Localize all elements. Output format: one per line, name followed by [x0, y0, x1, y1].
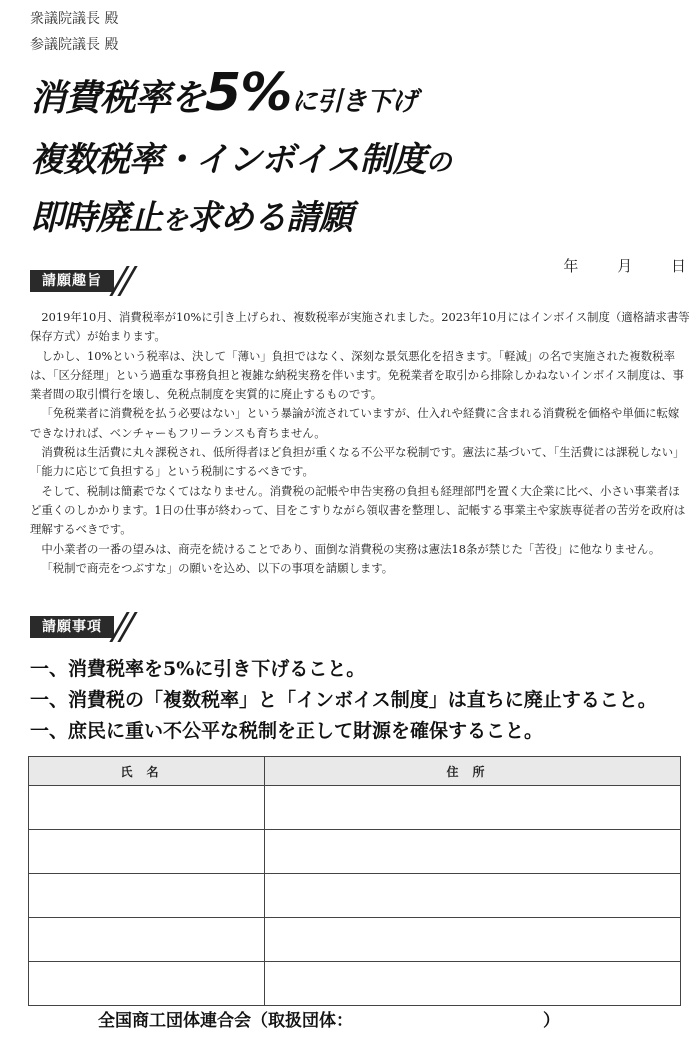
headline-line-2	[30, 132, 451, 181]
purpose-paragraph: 「税制で商売をつぶすな」の願いを込め、以下の事項を請願します。	[41, 560, 394, 575]
purpose-paragraph: 中小業者の一番の望みは、商売を続けることであり、面倒な消費税の実務は憲法18条が禁じた「苦役」に他なりません。	[41, 541, 661, 556]
purpose-paragraph: しかし、10%という税率は、決して「薄い」負担ではなく、深刻な景気悪化を招きます。「軽減」の名で実施された複数税率は、「区分経理」という過重な事務負担と複雑な納税実務を伴います。免税業者を取引から排除しかねないインボイス制度は、事業者間の取引慣行を壊し、免税点制度を実質的に廃止するものです。	[30, 348, 684, 402]
name-cell[interactable]	[29, 830, 265, 874]
name-cell[interactable]	[29, 786, 265, 830]
address-cell[interactable]	[265, 918, 681, 962]
addressee-lower-house: 衆議院議長 殿	[30, 11, 119, 27]
items-section-label: 請願事項	[30, 616, 114, 638]
table-row	[29, 874, 681, 918]
addressee-upper-house: 参議院議長 殿	[30, 37, 119, 53]
name-column-header: 氏名	[29, 757, 265, 786]
headline-text: を	[162, 206, 188, 236]
date-year: 年	[563, 257, 579, 275]
purpose-paragraph: 「免税業者に消費税を払う必要はない」という暴論が流されていますが、仕入れや経費に含まれる消費税を価格や単価に転嫁できなければ、ベンチャーもフリーランスも育ちません。	[30, 406, 680, 440]
signature-table	[28, 756, 681, 1006]
petition-item: 一、消費税の「複数税率」と「インボイス制度」は直ちに廃止すること。	[30, 689, 657, 711]
headline-text: 求める請願	[187, 198, 353, 238]
table-row	[29, 918, 681, 962]
address-cell[interactable]	[265, 962, 681, 1006]
headline-text: 即時廃止	[30, 198, 162, 238]
footer-org-label: 全国商工団体連合会（取扱団体：	[98, 1011, 353, 1031]
footer-close: ）	[543, 1011, 560, 1031]
headline-text: 複数税率・インボイス制度	[30, 140, 426, 180]
address-cell[interactable]	[265, 830, 681, 874]
headline-line-3	[30, 190, 352, 239]
date-day: 日	[670, 257, 686, 275]
table-row	[29, 962, 681, 1006]
purpose-body	[30, 308, 690, 578]
table-row	[29, 830, 681, 874]
date-month: 月	[617, 257, 633, 275]
name-cell[interactable]	[29, 918, 265, 962]
slash-decoration-icon	[112, 266, 142, 296]
headline-rate: 5%	[205, 63, 292, 123]
address-cell[interactable]	[265, 874, 681, 918]
address-cell[interactable]	[265, 786, 681, 830]
petition-item: 一、消費税率を5%に引き下げること。	[30, 658, 366, 680]
purpose-paragraph: 2019年10月、消費税率が10%に引き上げられ、複数税率が実施されました。2023年10月にはインボイス制度（適格請求書等保存方式）が始まります。	[30, 310, 690, 344]
headline-text: の	[425, 148, 451, 178]
purpose-paragraph: そして、税制は簡素でなくてはなりません。消費税の記帳や申告実務の負担も経理部門を置く大企業に比べ、小さい事業者ほど重くのしかかります。1日の仕事が終わって、目をこすりながら領収書を整理し、記帳する事業主や家族専従者の苦労を政府は理解するべきです。	[30, 483, 686, 537]
address-column-header: 住所	[265, 757, 681, 786]
purpose-section-label: 請願趣旨	[30, 270, 114, 292]
headline-text: に引き下げ	[291, 87, 417, 117]
slash-decoration-icon	[112, 612, 142, 642]
purpose-paragraph: 消費税は生活費に丸々課税され、低所得者ほど負担が重くなる不公平な税制です。憲法に基づいて、「生活費には課税しない」「能力に応じて負担する」という税制にするべきです。	[30, 445, 685, 479]
name-cell[interactable]	[29, 874, 265, 918]
headline-text: 消費税率を	[30, 78, 206, 119]
table-row	[29, 786, 681, 830]
headline-line-1	[30, 63, 417, 123]
petition-item: 一、庶民に重い不公平な税制を正して財源を確保すること。	[30, 720, 544, 742]
name-cell[interactable]	[29, 962, 265, 1006]
footer-organization	[98, 1006, 560, 1031]
date-line	[529, 255, 686, 276]
